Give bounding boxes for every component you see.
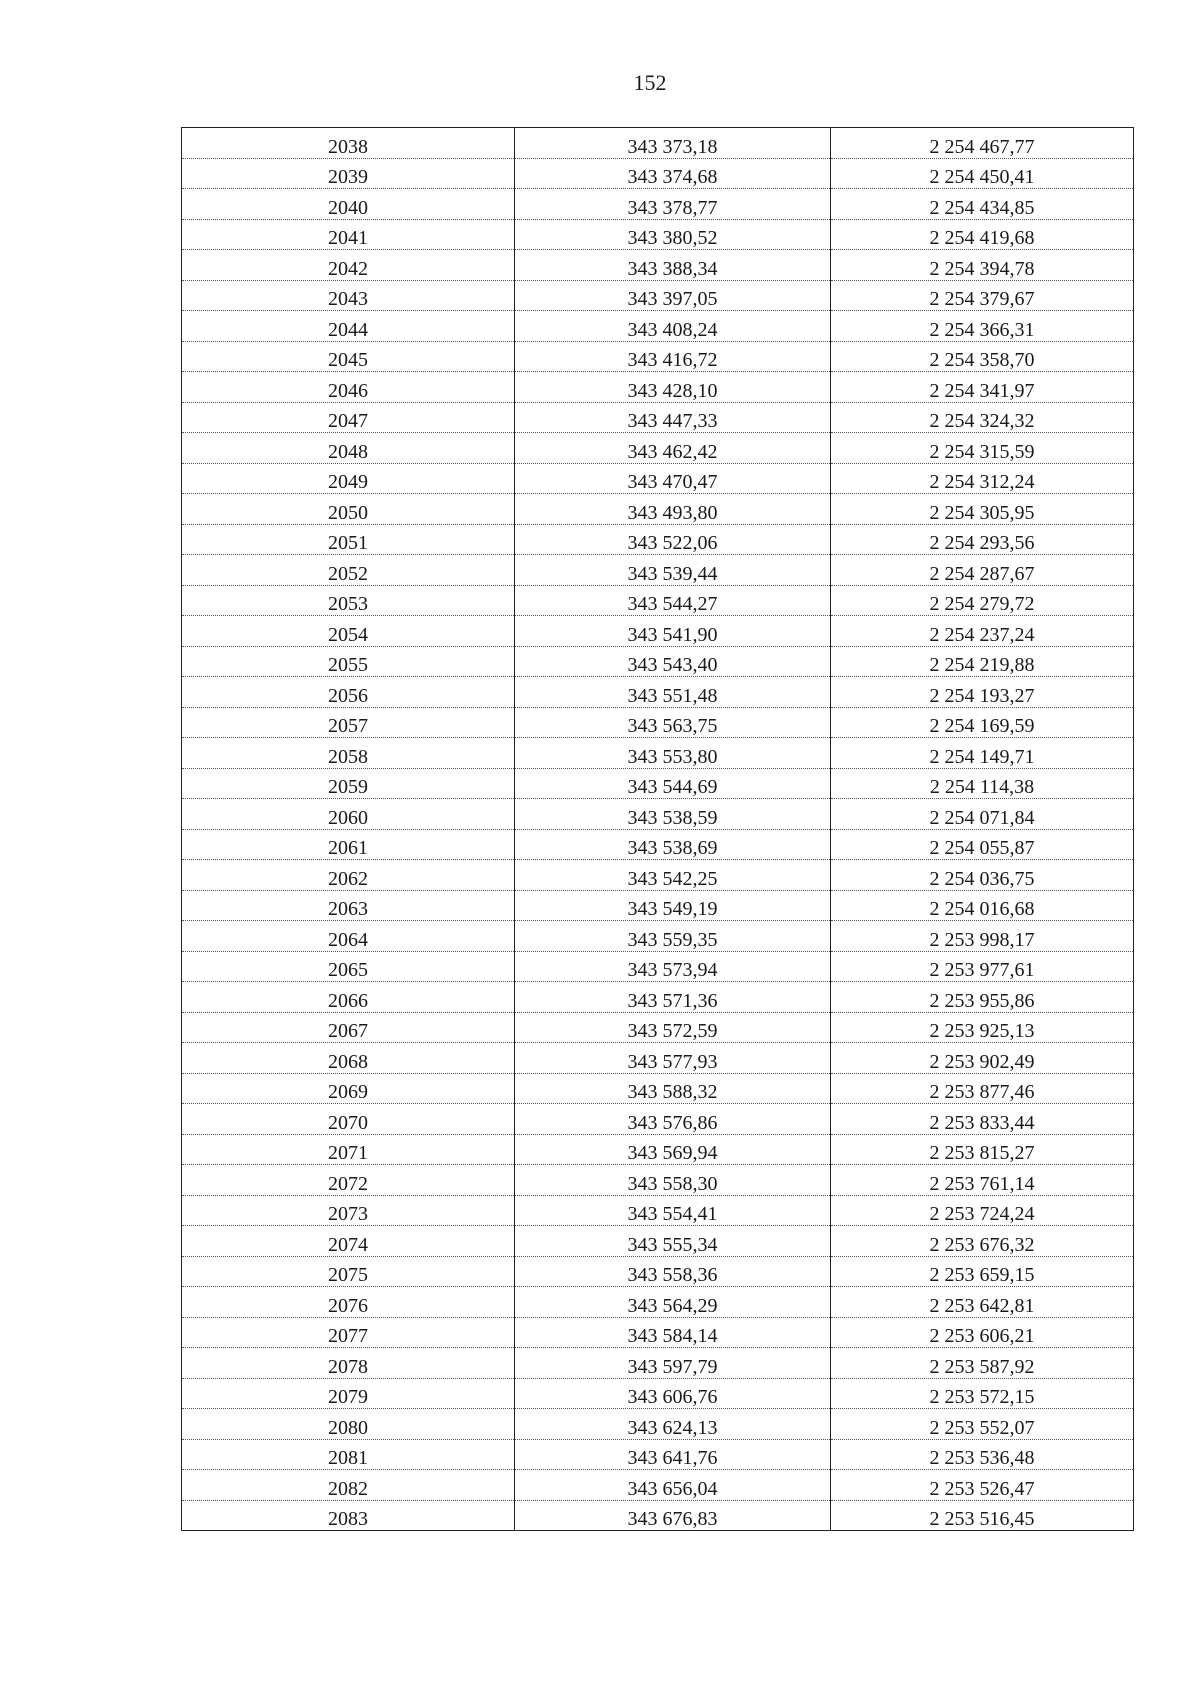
y-coordinate-cell: 2 254 237,24 (831, 616, 1134, 647)
table-row (182, 860, 1134, 891)
point-number-cell: 2049 (182, 463, 515, 494)
point-number-cell: 2051 (182, 524, 515, 555)
table-row (182, 1256, 1134, 1287)
table-row (182, 1134, 1134, 1165)
table-row (182, 677, 1134, 708)
point-number-cell: 2063 (182, 890, 515, 921)
y-coordinate-cell: 2 254 394,78 (831, 250, 1134, 281)
x-coordinate-cell: 343 428,10 (515, 372, 831, 403)
y-coordinate-cell: 2 254 419,68 (831, 219, 1134, 250)
y-coordinate-cell: 2 254 467,77 (831, 128, 1134, 159)
point-number-cell: 2054 (182, 616, 515, 647)
table-row (182, 921, 1134, 952)
point-number-cell: 2050 (182, 494, 515, 525)
x-coordinate-cell: 343 584,14 (515, 1317, 831, 1348)
table-row (182, 585, 1134, 616)
x-coordinate-cell: 343 549,19 (515, 890, 831, 921)
table-row (182, 768, 1134, 799)
x-coordinate-cell: 343 569,94 (515, 1134, 831, 1165)
point-number-cell: 2058 (182, 738, 515, 769)
x-coordinate-cell: 343 554,41 (515, 1195, 831, 1226)
x-coordinate-cell: 343 555,34 (515, 1226, 831, 1257)
y-coordinate-cell: 2 253 642,81 (831, 1287, 1134, 1318)
table-row (182, 433, 1134, 464)
y-coordinate-cell: 2 253 977,61 (831, 951, 1134, 982)
x-coordinate-cell: 343 408,24 (515, 311, 831, 342)
y-coordinate-cell: 2 254 434,85 (831, 189, 1134, 220)
y-coordinate-cell: 2 253 724,24 (831, 1195, 1134, 1226)
table-row (182, 799, 1134, 830)
point-number-cell: 2079 (182, 1378, 515, 1409)
y-coordinate-cell: 2 254 149,71 (831, 738, 1134, 769)
y-coordinate-cell: 2 253 955,86 (831, 982, 1134, 1013)
y-coordinate-cell: 2 254 379,67 (831, 280, 1134, 311)
table-row (182, 1073, 1134, 1104)
y-coordinate-cell: 2 254 016,68 (831, 890, 1134, 921)
y-coordinate-cell: 2 253 902,49 (831, 1043, 1134, 1074)
point-number-cell: 2059 (182, 768, 515, 799)
point-number-cell: 2038 (182, 128, 515, 159)
table-row (182, 738, 1134, 769)
y-coordinate-cell: 2 254 287,67 (831, 555, 1134, 586)
table-row (182, 1195, 1134, 1226)
point-number-cell: 2069 (182, 1073, 515, 1104)
x-coordinate-cell: 343 539,44 (515, 555, 831, 586)
table-row (182, 280, 1134, 311)
y-coordinate-cell: 2 253 815,27 (831, 1134, 1134, 1165)
y-coordinate-cell: 2 254 358,70 (831, 341, 1134, 372)
x-coordinate-cell: 343 543,40 (515, 646, 831, 677)
point-number-cell: 2070 (182, 1104, 515, 1135)
table-row (182, 250, 1134, 281)
table-row (182, 982, 1134, 1013)
y-coordinate-cell: 2 254 312,24 (831, 463, 1134, 494)
table-row (182, 1043, 1134, 1074)
y-coordinate-cell: 2 254 305,95 (831, 494, 1134, 525)
x-coordinate-cell: 343 656,04 (515, 1470, 831, 1501)
y-coordinate-cell: 2 254 324,32 (831, 402, 1134, 433)
table-row (182, 829, 1134, 860)
y-coordinate-cell: 2 253 761,14 (831, 1165, 1134, 1196)
table-row (182, 1470, 1134, 1501)
table-row (182, 1409, 1134, 1440)
x-coordinate-cell: 343 563,75 (515, 707, 831, 738)
x-coordinate-cell: 343 564,29 (515, 1287, 831, 1318)
point-number-cell: 2056 (182, 677, 515, 708)
point-number-cell: 2045 (182, 341, 515, 372)
point-number-cell: 2076 (182, 1287, 515, 1318)
point-number-cell: 2082 (182, 1470, 515, 1501)
table-row (182, 1287, 1134, 1318)
y-coordinate-cell: 2 253 998,17 (831, 921, 1134, 952)
x-coordinate-cell: 343 542,25 (515, 860, 831, 891)
x-coordinate-cell: 343 462,42 (515, 433, 831, 464)
table-row (182, 616, 1134, 647)
point-number-cell: 2067 (182, 1012, 515, 1043)
y-coordinate-cell: 2 253 552,07 (831, 1409, 1134, 1440)
y-coordinate-cell: 2 254 315,59 (831, 433, 1134, 464)
x-coordinate-cell: 343 538,69 (515, 829, 831, 860)
point-number-cell: 2053 (182, 585, 515, 616)
y-coordinate-cell: 2 253 516,45 (831, 1500, 1134, 1531)
x-coordinate-cell: 343 624,13 (515, 1409, 831, 1440)
table-row (182, 1226, 1134, 1257)
table-row (182, 646, 1134, 677)
point-number-cell: 2066 (182, 982, 515, 1013)
point-number-cell: 2072 (182, 1165, 515, 1196)
table-row (182, 555, 1134, 586)
x-coordinate-cell: 343 522,06 (515, 524, 831, 555)
table-row (182, 311, 1134, 342)
y-coordinate-cell: 2 254 193,27 (831, 677, 1134, 708)
y-coordinate-cell: 2 254 169,59 (831, 707, 1134, 738)
table-row (182, 158, 1134, 189)
point-number-cell: 2078 (182, 1348, 515, 1379)
x-coordinate-cell: 343 416,72 (515, 341, 831, 372)
point-number-cell: 2039 (182, 158, 515, 189)
point-number-cell: 2055 (182, 646, 515, 677)
x-coordinate-cell: 343 544,27 (515, 585, 831, 616)
table-row (182, 1348, 1134, 1379)
table-row (182, 1104, 1134, 1135)
table-row (182, 463, 1134, 494)
x-coordinate-cell: 343 553,80 (515, 738, 831, 769)
point-number-cell: 2065 (182, 951, 515, 982)
x-coordinate-cell: 343 588,32 (515, 1073, 831, 1104)
x-coordinate-cell: 343 447,33 (515, 402, 831, 433)
point-number-cell: 2060 (182, 799, 515, 830)
y-coordinate-cell: 2 253 925,13 (831, 1012, 1134, 1043)
table-row (182, 890, 1134, 921)
point-number-cell: 2077 (182, 1317, 515, 1348)
x-coordinate-cell: 343 551,48 (515, 677, 831, 708)
x-coordinate-cell: 343 577,93 (515, 1043, 831, 1074)
y-coordinate-cell: 2 254 071,84 (831, 799, 1134, 830)
y-coordinate-cell: 2 253 606,21 (831, 1317, 1134, 1348)
x-coordinate-cell: 343 559,35 (515, 921, 831, 952)
table-row (182, 524, 1134, 555)
y-coordinate-cell: 2 253 587,92 (831, 1348, 1134, 1379)
y-coordinate-cell: 2 254 450,41 (831, 158, 1134, 189)
point-number-cell: 2071 (182, 1134, 515, 1165)
table-row (182, 128, 1134, 159)
y-coordinate-cell: 2 253 676,32 (831, 1226, 1134, 1257)
table-row (182, 1439, 1134, 1470)
table-row (182, 494, 1134, 525)
y-coordinate-cell: 2 253 536,48 (831, 1439, 1134, 1470)
table-row (182, 707, 1134, 738)
point-number-cell: 2052 (182, 555, 515, 586)
x-coordinate-cell: 343 541,90 (515, 616, 831, 647)
point-number-cell: 2041 (182, 219, 515, 250)
y-coordinate-cell: 2 254 341,97 (831, 372, 1134, 403)
point-number-cell: 2043 (182, 280, 515, 311)
point-number-cell: 2068 (182, 1043, 515, 1074)
y-coordinate-cell: 2 254 279,72 (831, 585, 1134, 616)
y-coordinate-cell: 2 254 366,31 (831, 311, 1134, 342)
y-coordinate-cell: 2 254 036,75 (831, 860, 1134, 891)
x-coordinate-cell: 343 378,77 (515, 189, 831, 220)
y-coordinate-cell: 2 254 293,56 (831, 524, 1134, 555)
point-number-cell: 2081 (182, 1439, 515, 1470)
y-coordinate-cell: 2 254 055,87 (831, 829, 1134, 860)
y-coordinate-cell: 2 254 114,38 (831, 768, 1134, 799)
x-coordinate-cell: 343 571,36 (515, 982, 831, 1013)
y-coordinate-cell: 2 254 219,88 (831, 646, 1134, 677)
x-coordinate-cell: 343 538,59 (515, 799, 831, 830)
page-number: 152 (633, 70, 667, 95)
point-number-cell: 2042 (182, 250, 515, 281)
x-coordinate-cell: 343 397,05 (515, 280, 831, 311)
x-coordinate-cell: 343 576,86 (515, 1104, 831, 1135)
x-coordinate-cell: 343 606,76 (515, 1378, 831, 1409)
point-number-cell: 2075 (182, 1256, 515, 1287)
y-coordinate-cell: 2 253 526,47 (831, 1470, 1134, 1501)
point-number-cell: 2064 (182, 921, 515, 952)
x-coordinate-cell: 343 373,18 (515, 128, 831, 159)
x-coordinate-cell: 343 374,68 (515, 158, 831, 189)
x-coordinate-cell: 343 573,94 (515, 951, 831, 982)
y-coordinate-cell: 2 253 877,46 (831, 1073, 1134, 1104)
point-number-cell: 2047 (182, 402, 515, 433)
table-row (182, 1012, 1134, 1043)
table-row (182, 402, 1134, 433)
x-coordinate-cell: 343 388,34 (515, 250, 831, 281)
x-coordinate-cell: 343 572,59 (515, 1012, 831, 1043)
y-coordinate-cell: 2 253 572,15 (831, 1378, 1134, 1409)
x-coordinate-cell: 343 558,36 (515, 1256, 831, 1287)
y-coordinate-cell: 2 253 659,15 (831, 1256, 1134, 1287)
y-coordinate-cell: 2 253 833,44 (831, 1104, 1134, 1135)
x-coordinate-cell: 343 676,83 (515, 1500, 831, 1531)
point-number-cell: 2044 (182, 311, 515, 342)
x-coordinate-cell: 343 641,76 (515, 1439, 831, 1470)
x-coordinate-cell: 343 470,47 (515, 463, 831, 494)
point-number-cell: 2061 (182, 829, 515, 860)
point-number-cell: 2073 (182, 1195, 515, 1226)
point-number-cell: 2046 (182, 372, 515, 403)
point-number-cell: 2057 (182, 707, 515, 738)
point-number-cell: 2083 (182, 1500, 515, 1531)
table-body (182, 128, 1134, 1531)
point-number-cell: 2062 (182, 860, 515, 891)
x-coordinate-cell: 343 380,52 (515, 219, 831, 250)
table-row (182, 372, 1134, 403)
table-row (182, 219, 1134, 250)
table-row (182, 1317, 1134, 1348)
coordinate-table (181, 127, 1134, 1531)
point-number-cell: 2080 (182, 1409, 515, 1440)
x-coordinate-cell: 343 597,79 (515, 1348, 831, 1379)
point-number-cell: 2074 (182, 1226, 515, 1257)
table-row (182, 1378, 1134, 1409)
point-number-cell: 2040 (182, 189, 515, 220)
x-coordinate-cell: 343 493,80 (515, 494, 831, 525)
table-row (182, 189, 1134, 220)
point-number-cell: 2048 (182, 433, 515, 464)
x-coordinate-cell: 343 558,30 (515, 1165, 831, 1196)
table-row (182, 1165, 1134, 1196)
x-coordinate-cell: 343 544,69 (515, 768, 831, 799)
table-row (182, 341, 1134, 372)
table-row (182, 1500, 1134, 1531)
table-row (182, 951, 1134, 982)
